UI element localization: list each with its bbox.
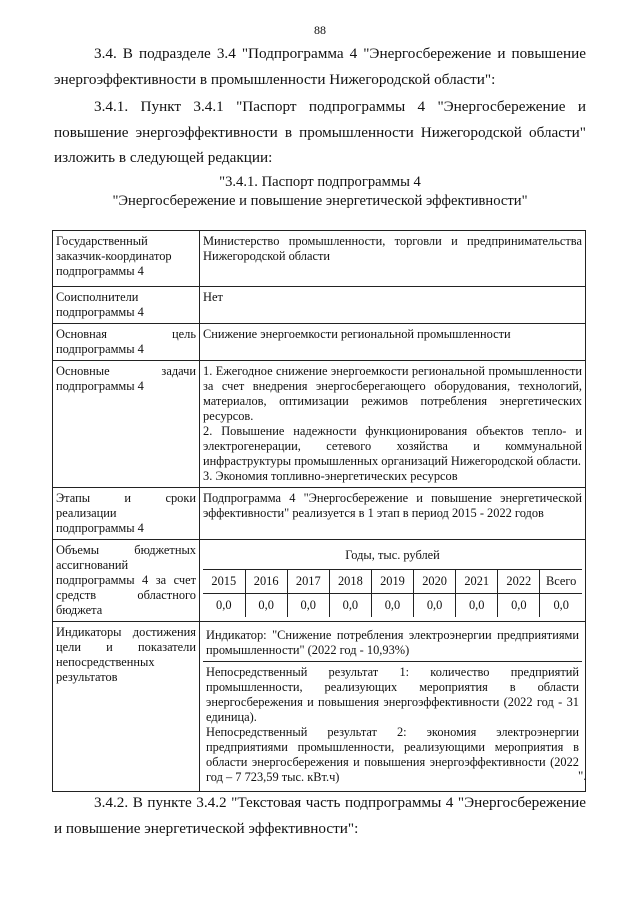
row-label: Основная цель подпрограммы 4 <box>53 324 200 361</box>
value-cell: 0,0 <box>287 593 329 617</box>
closing-quote: ". <box>578 768 587 783</box>
table-row <box>53 488 586 540</box>
row-label: Основные задачи подпрограммы 4 <box>53 361 200 488</box>
year-cell: 2018 <box>329 569 371 593</box>
year-cell: 2019 <box>371 569 413 593</box>
year-cell: 2021 <box>456 569 498 593</box>
paragraph-3-4-2: 3.4.2. В пункте 3.4.2 "Текстовая часть подпрограммы 4 "Энергосбережение и повышение энергетической эффективности": <box>54 794 586 837</box>
row-value: Министерство промышленности, торговли и предпринимательства Нижегородской области <box>200 231 586 287</box>
value-cell: 0,0 <box>498 593 540 617</box>
row-value: Снижение энергоемкости региональной промышленности <box>200 324 586 361</box>
paragraph-3-4: 3.4. В подразделе 3.4 "Подпрограмма 4 "Энергосбережение и повышение энергоэффективности в промышленности Нижегородской области": <box>54 45 586 88</box>
year-cell: 2016 <box>245 569 287 593</box>
value-cell: 0,0 <box>245 593 287 617</box>
table-row <box>53 361 586 488</box>
passport-heading-line2: "Энергосбережение и повышение энергетической эффективности" <box>112 193 528 209</box>
result-1: Непосредственный результат 1: количество предприятий промышленности, реализующих мероприятия в области энергосбережения и повышения энергоэффективности (2022 год - 31 единица). <box>206 665 579 724</box>
task-1: 1. Ежегодное снижение энергоемкости региональной промышленности за счет внедрения энергосберегающего оборудования, технологий, материалов, оптимизации режимов потребления энергетических ресурсов. <box>203 364 582 423</box>
row-value <box>200 361 586 488</box>
indicators-cell <box>200 622 586 792</box>
row-value: Подпрограмма 4 "Энергосбережение и повышение энергетической эффективности" реализуется в 1 этап в период 2015 - 2022 годов <box>200 488 586 540</box>
year-cell-total: Всего <box>540 569 582 593</box>
value-cell: 0,0 <box>456 593 498 617</box>
passport-heading-line1: "3.4.1. Паспорт подпрограммы 4 <box>219 174 421 190</box>
value-cell: 0,0 <box>203 593 245 617</box>
value-cell: 0,0 <box>371 593 413 617</box>
page-number: 88 <box>314 23 326 37</box>
table-row <box>53 622 586 792</box>
passport-table <box>52 230 586 792</box>
year-cell: 2022 <box>498 569 540 593</box>
result-2: Непосредственный результат 2: экономия электроэнергии предприятиями промышленности, реализующими мероприятия в области энергосбережения и повышения энергоэффективности (2022 год – 7 723,59 тыс. кВт.ч) <box>206 725 579 784</box>
row-label: Государственный заказчик-координатор подпрограммы 4 <box>53 231 200 287</box>
results-block <box>203 661 582 788</box>
paragraph-3-4-1: 3.4.1. Пункт 3.4.1 "Паспорт подпрограммы 4 "Энергосбережение и повышение энергоэффективности в промышленности Нижегородской области" изложить в следующей редакции: <box>54 98 586 166</box>
row-label: Индикаторы достижения цели и показатели непосредственных результатов <box>53 622 200 792</box>
row-value: Нет <box>200 287 586 324</box>
table-row <box>53 231 586 287</box>
budget-header: Годы, тыс. рублей <box>203 543 582 569</box>
table-row <box>53 324 586 361</box>
task-3: 3. Экономия топливно-энергетических ресурсов <box>203 469 458 483</box>
budget-table <box>203 543 582 617</box>
table-row <box>53 540 586 622</box>
value-cell: 0,0 <box>414 593 456 617</box>
year-cell: 2017 <box>287 569 329 593</box>
row-label: Этапы и сроки реализации подпрограммы 4 <box>53 488 200 540</box>
task-2: 2. Повышение надежности функционирования объектов тепло- и электрогенерации, сетевого хозяйства и коммунальной инфраструктуры промышленных организаций Нижегородской области. <box>203 424 582 468</box>
value-cell: 0,0 <box>329 593 371 617</box>
row-label: Объемы бюджетных ассигнований подпрограммы 4 за счет средств областного бюджета <box>53 540 200 622</box>
years-row <box>203 569 582 593</box>
table-row <box>53 287 586 324</box>
indicator-text: Индикатор: "Снижение потребления электроэнергии предприятиями промышленности" (2022 год - 10,93%) <box>206 628 579 657</box>
year-cell: 2020 <box>414 569 456 593</box>
values-row <box>203 593 582 617</box>
budget-cell <box>200 540 586 622</box>
row-label: Соисполнители подпрограммы 4 <box>53 287 200 324</box>
passport-heading <box>54 173 586 211</box>
year-cell: 2015 <box>203 569 245 593</box>
value-cell-total: 0,0 <box>540 593 582 617</box>
